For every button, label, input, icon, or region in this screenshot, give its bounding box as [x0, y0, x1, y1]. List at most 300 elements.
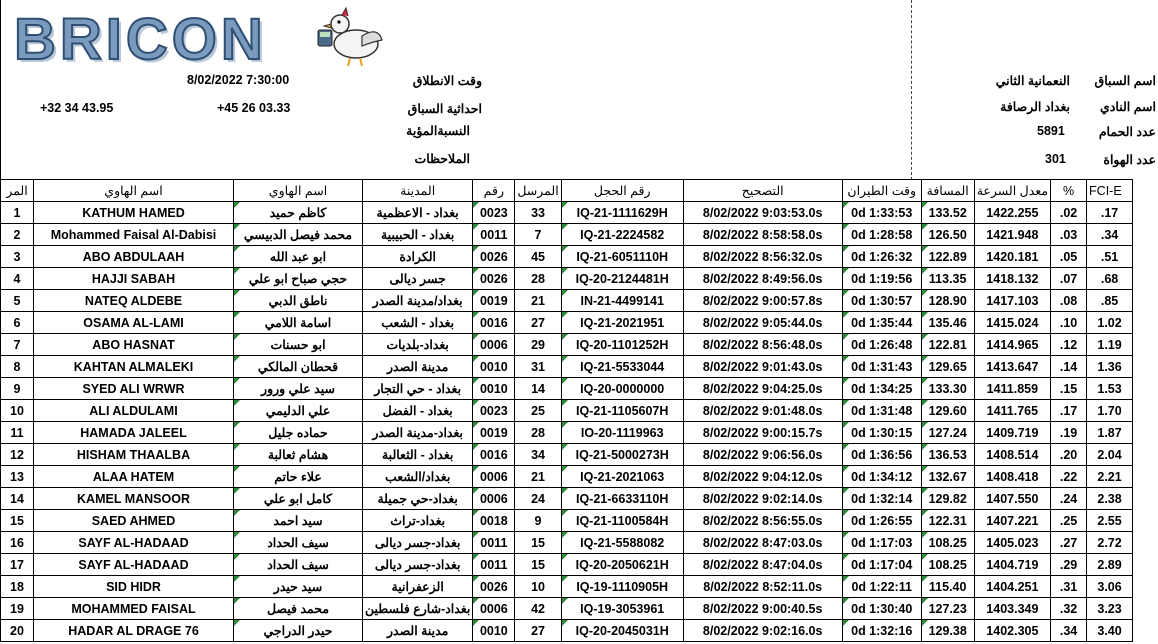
cell-fancier-name-en: HADAR AL DRAGE 76	[34, 620, 234, 642]
table-row	[1, 598, 1133, 620]
cell-speed: 1404.251	[974, 576, 1050, 598]
cell-sent: 34	[515, 444, 561, 466]
start-time-value: 8/02/2022 7:30:00	[187, 73, 290, 87]
cell-sent: 21	[515, 290, 561, 312]
cell-number: 0010	[473, 620, 515, 642]
cell-percent: .08	[1051, 290, 1087, 312]
club-name-value: بغداد الرصافة	[1000, 100, 1070, 114]
cell-sent: 29	[515, 334, 561, 356]
cell-number: 0018	[473, 510, 515, 532]
cell-percent: .17	[1051, 400, 1087, 422]
cell-rank: 15	[1, 510, 34, 532]
cell-fci: 3.23	[1087, 598, 1133, 620]
cell-fci: .51	[1087, 246, 1133, 268]
cell-number: 0026	[473, 576, 515, 598]
cell-correction: 8/02/2022 8:47:04.0s	[683, 554, 842, 576]
cell-fci: 2.04	[1087, 444, 1133, 466]
race-name-value: النعمانية الثاني	[995, 74, 1070, 88]
cell-city: بغداد-مدينة الصدر	[363, 422, 473, 444]
cell-rank: 14	[1, 488, 34, 510]
cell-speed: 1422.255	[974, 202, 1050, 224]
col-correction: التصحيح	[683, 180, 842, 202]
notes-label: الملاحظات	[414, 152, 470, 166]
cell-fci: 2.55	[1087, 510, 1133, 532]
cell-sent: 27	[515, 620, 561, 642]
cell-percent: .03	[1051, 224, 1087, 246]
cell-fancier-name-en: HAMADA JALEEL	[34, 422, 234, 444]
table-row	[1, 466, 1133, 488]
cell-rank: 8	[1, 356, 34, 378]
col-speed: معدل السرعة	[974, 180, 1050, 202]
cell-sent: 25	[515, 400, 561, 422]
cell-number: 0006	[473, 466, 515, 488]
cell-fci: 3.40	[1087, 620, 1133, 642]
cell-distance: 127.23	[921, 598, 974, 620]
cell-fancier-name-ar: سيد علي ورور	[234, 378, 363, 400]
cell-city: بغداد - حي التجار	[363, 378, 473, 400]
cell-distance: 128.90	[921, 290, 974, 312]
cell-speed: 1414.965	[974, 334, 1050, 356]
cell-ring-number: IQ-21-1105607H	[561, 400, 683, 422]
cell-city: مدينة الصدر	[363, 620, 473, 642]
cell-city: بغداد-شارع فلسطين	[363, 598, 473, 620]
table-row	[1, 620, 1133, 642]
cell-distance: 135.46	[921, 312, 974, 334]
cell-city: بغداد-جسر ديالى	[363, 554, 473, 576]
cell-distance: 129.65	[921, 356, 974, 378]
cell-ring-number: IO-20-1119963	[561, 422, 683, 444]
cell-distance: 122.31	[921, 510, 974, 532]
cell-number: 0019	[473, 290, 515, 312]
cell-correction: 8/02/2022 9:03:53.0s	[683, 202, 842, 224]
cell-fancier-name-ar: محمد فيصل الدبيسي	[234, 224, 363, 246]
cell-city: بغداد - الثعالبة	[363, 444, 473, 466]
col-distance: المسافة	[921, 180, 974, 202]
cell-rank: 7	[1, 334, 34, 356]
cell-percent: .07	[1051, 268, 1087, 290]
cell-distance: 108.25	[921, 532, 974, 554]
cell-number: 0006	[473, 598, 515, 620]
cell-flight-time: 0d 1:30:40	[842, 598, 921, 620]
cell-flight-time: 0d 1:19:56	[842, 268, 921, 290]
cell-rank: 9	[1, 378, 34, 400]
cell-percent: .12	[1051, 334, 1087, 356]
table-row	[1, 576, 1133, 598]
cell-correction: 8/02/2022 8:52:11.0s	[683, 576, 842, 598]
cell-fancier-name-en: OSAMA AL-LAMI	[34, 312, 234, 334]
cell-flight-time: 0d 1:28:58	[842, 224, 921, 246]
cell-percent: .20	[1051, 444, 1087, 466]
cell-distance: 122.81	[921, 334, 974, 356]
cell-number: 0010	[473, 378, 515, 400]
cell-rank: 4	[1, 268, 34, 290]
cell-fancier-name-ar: كاظم حميد	[234, 202, 363, 224]
cell-ring-number: IQ-21-1111629H	[561, 202, 683, 224]
cell-flight-time: 0d 1:34:25	[842, 378, 921, 400]
cell-number: 0026	[473, 268, 515, 290]
cell-distance: 129.82	[921, 488, 974, 510]
cell-ring-number: IQ-20-2050621H	[561, 554, 683, 576]
cell-sent: 45	[515, 246, 561, 268]
cell-percent: .24	[1051, 488, 1087, 510]
cell-city: بغداد-بلديات	[363, 334, 473, 356]
coord-lat-value: +45 26 03.33	[217, 101, 291, 115]
col-rank: المر	[1, 180, 34, 202]
col-number: رقم	[473, 180, 515, 202]
cell-correction: 8/02/2022 8:58:58.0s	[683, 224, 842, 246]
cell-number: 0006	[473, 488, 515, 510]
cell-rank: 19	[1, 598, 34, 620]
cell-speed: 1405.023	[974, 532, 1050, 554]
col-percent: %	[1051, 180, 1087, 202]
cell-fci: .17	[1087, 202, 1133, 224]
cell-fancier-name-ar: سيد احمد	[234, 510, 363, 532]
col-city: المدينة	[363, 180, 473, 202]
cell-fci: 2.21	[1087, 466, 1133, 488]
col-flight-time: وقت الطيران	[842, 180, 921, 202]
cell-number: 0023	[473, 400, 515, 422]
cell-correction: 8/02/2022 9:02:14.0s	[683, 488, 842, 510]
cell-rank: 11	[1, 422, 34, 444]
cell-flight-time: 0d 1:35:44	[842, 312, 921, 334]
cell-distance: 126.50	[921, 224, 974, 246]
cell-ring-number: IQ-21-2021063	[561, 466, 683, 488]
cell-percent: .34	[1051, 620, 1087, 642]
cell-city: الزعفرانية	[363, 576, 473, 598]
cell-correction: 8/02/2022 9:02:16.0s	[683, 620, 842, 642]
cell-number: 0016	[473, 312, 515, 334]
cell-distance: 129.60	[921, 400, 974, 422]
cell-fci: 2.38	[1087, 488, 1133, 510]
cell-fancier-name-ar: محمد فيصل	[234, 598, 363, 620]
cell-ring-number: IQ-19-1110905H	[561, 576, 683, 598]
cell-fancier-name-ar: اسامة اللامي	[234, 312, 363, 334]
col-fci: FCI-E	[1087, 180, 1133, 202]
cell-correction: 8/02/2022 9:05:44.0s	[683, 312, 842, 334]
cell-ring-number: IQ-21-2224582	[561, 224, 683, 246]
table-row	[1, 312, 1133, 334]
cell-fancier-name-ar: حماده جليل	[234, 422, 363, 444]
cell-sent: 24	[515, 488, 561, 510]
cell-fancier-name-en: SAYF AL-HADAAD	[34, 554, 234, 576]
cell-fancier-name-en: KAHTAN ALMALEKI	[34, 356, 234, 378]
table-row	[1, 334, 1133, 356]
cell-correction: 8/02/2022 9:04:25.0s	[683, 378, 842, 400]
cell-sent: 7	[515, 224, 561, 246]
cell-distance: 129.38	[921, 620, 974, 642]
cell-fancier-name-en: MOHAMMED FAISAL	[34, 598, 234, 620]
cell-percent: .19	[1051, 422, 1087, 444]
cell-percent: .05	[1051, 246, 1087, 268]
cell-flight-time: 0d 1:32:16	[842, 620, 921, 642]
cell-sent: 31	[515, 356, 561, 378]
cell-ring-number: IQ-21-5533044	[561, 356, 683, 378]
cell-fancier-name-en: ALAA HATEM	[34, 466, 234, 488]
cell-flight-time: 0d 1:22:11	[842, 576, 921, 598]
cell-correction: 8/02/2022 9:00:15.7s	[683, 422, 842, 444]
cell-fancier-name-ar: حجي صباح ابو علي	[234, 268, 363, 290]
cell-percent: .22	[1051, 466, 1087, 488]
cell-fancier-name-ar: سيف الحداد	[234, 554, 363, 576]
table-row	[1, 290, 1133, 312]
table-row	[1, 400, 1133, 422]
cell-number: 0019	[473, 422, 515, 444]
pigeon-mascot-icon	[312, 6, 384, 68]
cell-distance: 133.30	[921, 378, 974, 400]
club-name-label: اسم النادي	[1100, 100, 1156, 114]
cell-sent: 28	[515, 268, 561, 290]
cell-fancier-name-en: SID HIDR	[34, 576, 234, 598]
cell-number: 0016	[473, 444, 515, 466]
cell-city: مدينة الصدر	[363, 356, 473, 378]
cell-rank: 16	[1, 532, 34, 554]
cell-flight-time: 0d 1:31:48	[842, 400, 921, 422]
cell-fci: 2.72	[1087, 532, 1133, 554]
cell-speed: 1413.647	[974, 356, 1050, 378]
cell-ring-number: IQ-21-2021951	[561, 312, 683, 334]
percent-label: النسبةالمؤية	[406, 124, 470, 138]
cell-speed: 1404.719	[974, 554, 1050, 576]
cell-rank: 2	[1, 224, 34, 246]
cell-percent: .14	[1051, 356, 1087, 378]
pigeon-count-label: عدد الحمام	[1098, 125, 1156, 139]
col-ring-number: رقم الحجل	[561, 180, 683, 202]
cell-rank: 20	[1, 620, 34, 642]
cell-fancier-name-ar: علاء حاتم	[234, 466, 363, 488]
cell-distance: 127.24	[921, 422, 974, 444]
cell-sent: 42	[515, 598, 561, 620]
cell-fci: 3.06	[1087, 576, 1133, 598]
cell-speed: 1421.948	[974, 224, 1050, 246]
bricon-logo: BRICON	[14, 7, 267, 72]
cell-city: بغداد - الفضل	[363, 400, 473, 422]
cell-fancier-name-ar: ناطق الدبي	[234, 290, 363, 312]
cell-fancier-name-en: SYED ALI WRWR	[34, 378, 234, 400]
cell-percent: .29	[1051, 554, 1087, 576]
cell-fci: 1.02	[1087, 312, 1133, 334]
cell-fci: .34	[1087, 224, 1133, 246]
cell-correction: 8/02/2022 9:06:56.0s	[683, 444, 842, 466]
cell-fci: .68	[1087, 268, 1133, 290]
table-row	[1, 510, 1133, 532]
cell-fancier-name-en: SAED AHMED	[34, 510, 234, 532]
coord-lon-value: +32 34 43.95	[40, 101, 114, 115]
cell-sent: 15	[515, 554, 561, 576]
cell-correction: 8/02/2022 9:01:48.0s	[683, 400, 842, 422]
cell-correction: 8/02/2022 8:56:48.0s	[683, 334, 842, 356]
cell-speed: 1417.103	[974, 290, 1050, 312]
cell-flight-time: 0d 1:33:53	[842, 202, 921, 224]
cell-speed: 1407.550	[974, 488, 1050, 510]
cell-percent: .27	[1051, 532, 1087, 554]
start-time-label: وقت الانطلاق	[412, 74, 482, 88]
cell-number: 0010	[473, 356, 515, 378]
cell-speed: 1420.181	[974, 246, 1050, 268]
cell-fci: .85	[1087, 290, 1133, 312]
cell-fci: 1.19	[1087, 334, 1133, 356]
cell-percent: .25	[1051, 510, 1087, 532]
cell-distance: 136.53	[921, 444, 974, 466]
table-header-row	[1, 180, 1133, 202]
cell-number: 0023	[473, 202, 515, 224]
cell-rank: 12	[1, 444, 34, 466]
table-row	[1, 532, 1133, 554]
pigeon-count-value: 5891	[1037, 124, 1065, 138]
col-fancier-name-ar: اسم الهاوي	[234, 180, 363, 202]
cell-speed: 1402.305	[974, 620, 1050, 642]
cell-flight-time: 0d 1:17:04	[842, 554, 921, 576]
cell-rank: 13	[1, 466, 34, 488]
left-border	[0, 0, 1, 180]
cell-fancier-name-en: ABO ABDULAAH	[34, 246, 234, 268]
cell-distance: 122.89	[921, 246, 974, 268]
cell-distance: 113.35	[921, 268, 974, 290]
cell-rank: 6	[1, 312, 34, 334]
table-row	[1, 356, 1133, 378]
cell-speed: 1411.859	[974, 378, 1050, 400]
cell-sent: 9	[515, 510, 561, 532]
cell-ring-number: IQ-21-6051110H	[561, 246, 683, 268]
cell-ring-number: IQ-21-5588082	[561, 532, 683, 554]
cell-flight-time: 0d 1:34:12	[842, 466, 921, 488]
race-coords-label: احداثية السباق	[407, 102, 482, 116]
cell-fancier-name-ar: ابو عبد الله	[234, 246, 363, 268]
cell-number: 0011	[473, 224, 515, 246]
cell-sent: 27	[515, 312, 561, 334]
cell-speed: 1403.349	[974, 598, 1050, 620]
cell-flight-time: 0d 1:30:15	[842, 422, 921, 444]
cell-rank: 18	[1, 576, 34, 598]
cell-flight-time: 0d 1:26:48	[842, 334, 921, 356]
cell-number: 0006	[473, 334, 515, 356]
cell-city: بغداد-تراث	[363, 510, 473, 532]
cell-sent: 28	[515, 422, 561, 444]
cell-city: الكرادة	[363, 246, 473, 268]
fancier-count-label: عدد الهواة	[1103, 153, 1156, 167]
cell-flight-time: 0d 1:26:32	[842, 246, 921, 268]
cell-city: بغداد - الحبيبية	[363, 224, 473, 246]
table-row	[1, 202, 1133, 224]
cell-percent: .32	[1051, 598, 1087, 620]
cell-flight-time: 0d 1:26:55	[842, 510, 921, 532]
cell-number: 0011	[473, 554, 515, 576]
cell-fci: 1.36	[1087, 356, 1133, 378]
col-sent: المرسل	[515, 180, 561, 202]
cell-fancier-name-en: ALI ALDULAMI	[34, 400, 234, 422]
cell-fci: 1.70	[1087, 400, 1133, 422]
cell-fancier-name-en: NATEQ ALDEBE	[34, 290, 234, 312]
cell-fancier-name-en: Mohammed Faisal Al-Dabisi	[34, 224, 234, 246]
table-body	[1, 202, 1133, 642]
cell-ring-number: IQ-20-0000000	[561, 378, 683, 400]
cell-rank: 1	[1, 202, 34, 224]
cell-fancier-name-ar: سيد حيدر	[234, 576, 363, 598]
table-row	[1, 224, 1133, 246]
table-row	[1, 268, 1133, 290]
cell-rank: 3	[1, 246, 34, 268]
col-fancier-name-en: اسم الهاوي	[34, 180, 234, 202]
cell-city: بغداد - الاعظمية	[363, 202, 473, 224]
cell-speed: 1409.719	[974, 422, 1050, 444]
cell-sent: 33	[515, 202, 561, 224]
cell-ring-number: IQ-21-1100584H	[561, 510, 683, 532]
cell-correction: 8/02/2022 9:04:12.0s	[683, 466, 842, 488]
cell-city: بغداد/مدينة الصدر	[363, 290, 473, 312]
cell-speed: 1407.221	[974, 510, 1050, 532]
cell-flight-time: 0d 1:36:56	[842, 444, 921, 466]
cell-distance: 132.67	[921, 466, 974, 488]
cell-flight-time: 0d 1:31:43	[842, 356, 921, 378]
cell-flight-time: 0d 1:30:57	[842, 290, 921, 312]
cell-fci: 1.87	[1087, 422, 1133, 444]
cell-distance: 108.25	[921, 554, 974, 576]
cell-city: بغداد - الشعب	[363, 312, 473, 334]
cell-flight-time: 0d 1:17:03	[842, 532, 921, 554]
cell-correction: 8/02/2022 9:01:43.0s	[683, 356, 842, 378]
cell-ring-number: IQ-20-1101252H	[561, 334, 683, 356]
cell-speed: 1415.024	[974, 312, 1050, 334]
header-divider	[911, 0, 912, 180]
cell-fancier-name-ar: قحطان المالكي	[234, 356, 363, 378]
cell-speed: 1411.765	[974, 400, 1050, 422]
cell-city: بغداد/الشعب	[363, 466, 473, 488]
cell-percent: .15	[1051, 378, 1087, 400]
race-name-label: اسم السباق	[1094, 74, 1156, 88]
cell-fancier-name-en: KATHUM HAMED	[34, 202, 234, 224]
cell-number: 0026	[473, 246, 515, 268]
table-row	[1, 422, 1133, 444]
table-row	[1, 378, 1133, 400]
cell-percent: .31	[1051, 576, 1087, 598]
table-row	[1, 246, 1133, 268]
cell-fancier-name-ar: حيدر الدراجي	[234, 620, 363, 642]
cell-fci: 2.89	[1087, 554, 1133, 576]
cell-fancier-name-ar: علي الدليمي	[234, 400, 363, 422]
cell-ring-number: IQ-21-6633110H	[561, 488, 683, 510]
cell-fancier-name-en: SAYF AL-HADAAD	[34, 532, 234, 554]
cell-sent: 15	[515, 532, 561, 554]
cell-correction: 8/02/2022 9:00:57.8s	[683, 290, 842, 312]
cell-distance: 115.40	[921, 576, 974, 598]
cell-fancier-name-en: HAJJI SABAH	[34, 268, 234, 290]
cell-fancier-name-en: KAMEL MANSOOR	[34, 488, 234, 510]
table-row	[1, 488, 1133, 510]
table-row	[1, 444, 1133, 466]
table-row	[1, 554, 1133, 576]
cell-correction: 8/02/2022 9:00:40.5s	[683, 598, 842, 620]
cell-sent: 14	[515, 378, 561, 400]
cell-flight-time: 0d 1:32:14	[842, 488, 921, 510]
cell-fancier-name-ar: ابو حسنات	[234, 334, 363, 356]
cell-correction: 8/02/2022 8:47:03.0s	[683, 532, 842, 554]
cell-fci: 1.53	[1087, 378, 1133, 400]
cell-speed: 1408.514	[974, 444, 1050, 466]
cell-fancier-name-ar: كامل ابو علي	[234, 488, 363, 510]
cell-rank: 17	[1, 554, 34, 576]
cell-distance: 133.52	[921, 202, 974, 224]
results-table	[0, 179, 1133, 642]
fancier-count-value: 301	[1045, 152, 1066, 166]
cell-fancier-name-en: HISHAM THAALBA	[34, 444, 234, 466]
cell-ring-number: IN-21-4499141	[561, 290, 683, 312]
cell-rank: 5	[1, 290, 34, 312]
cell-fancier-name-en: ABO HASNAT	[34, 334, 234, 356]
cell-percent: .10	[1051, 312, 1087, 334]
cell-percent: .02	[1051, 202, 1087, 224]
cell-speed: 1418.132	[974, 268, 1050, 290]
cell-correction: 8/02/2022 8:56:55.0s	[683, 510, 842, 532]
cell-ring-number: IQ-19-3053961	[561, 598, 683, 620]
